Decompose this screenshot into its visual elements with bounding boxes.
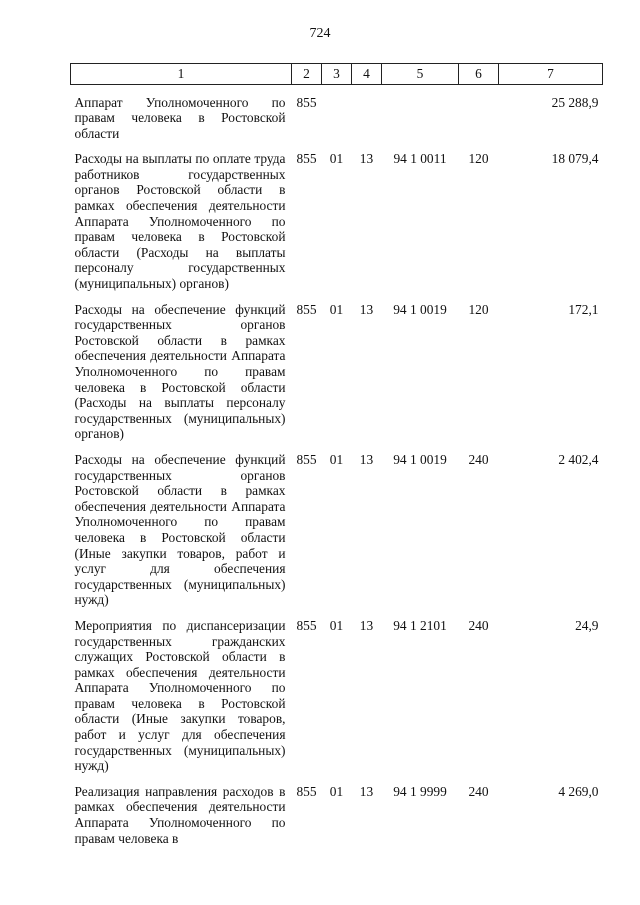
row-col-4: 13 [359, 617, 374, 633]
row-col-5: 94 1 0019 [393, 451, 447, 467]
row-col-3: 01 [329, 783, 344, 799]
row-col-6 [459, 95, 499, 152]
budget-table [70, 63, 603, 856]
row-col-3: 01 [329, 451, 344, 467]
row-col-4 [352, 95, 382, 152]
row-description: Мероприятия по диспансеризации государственных гражданских служащих Ростовской области в рамках обеспечения деятельности Аппарата Уполномоченного по правам человека в Ростовской области (Иные закупки товаров, работ и услуг для обеспечения государственных (муниципальных) нужд) [74, 617, 286, 774]
row-value: 2 402,4 [558, 451, 599, 467]
header-col-4: 4 [352, 64, 382, 85]
row-col-6: 240 [468, 617, 489, 633]
table-row [71, 618, 603, 784]
row-col-3 [322, 95, 352, 152]
row-col-5: 94 1 9999 [393, 783, 447, 799]
row-description: Аппарат Уполномоченного по правам человека в Ростовской области [74, 94, 286, 141]
row-col-6: 240 [468, 451, 489, 467]
row-value: 4 269,0 [558, 783, 599, 799]
row-description: Расходы на обеспечение функций государственных органов Ростовской области в рамках обеспечения деятельности Аппарата Уполномоченного по правам человека в Ростовской области (Иные закупки товаров, работ и услуг для обеспечения государственных (муниципальных) нужд) [74, 451, 286, 608]
row-description: Расходы на обеспечение функций государственных органов Ростовской области в рамках обеспечения деятельности Аппарата Уполномоченного по правам человека в Ростовской области (Расходы на выплаты персоналу государственных (муниципальных) органов) [74, 301, 286, 442]
header-col-1: 1 [71, 64, 292, 85]
page-number: 724 [309, 26, 331, 41]
row-col-2: 855 [296, 301, 317, 317]
row-value: 172,1 [568, 301, 599, 317]
table-row [71, 302, 603, 452]
row-description: Реализация направления расходов в рамках обеспечения деятельности Аппарата Уполномоченного по правам человека в [74, 783, 286, 846]
row-value: 25 288,9 [551, 94, 599, 110]
row-col-4: 13 [359, 783, 374, 799]
table-row [71, 784, 603, 856]
row-col-3: 01 [329, 301, 344, 317]
row-col-5: 94 1 0019 [393, 301, 447, 317]
row-col-5: 94 1 2101 [393, 617, 447, 633]
row-col-3: 01 [329, 151, 344, 167]
row-col-6: 120 [468, 301, 489, 317]
row-col-5: 94 1 0011 [393, 151, 447, 167]
row-col-2: 855 [296, 94, 317, 110]
row-col-4: 13 [359, 151, 374, 167]
row-col-6: 120 [468, 151, 489, 167]
row-col-3: 01 [329, 617, 344, 633]
table-header [71, 64, 603, 85]
row-value: 24,9 [575, 617, 599, 633]
header-col-5: 5 [382, 64, 459, 85]
row-col-2: 855 [296, 617, 317, 633]
row-description: Расходы на выплаты по оплате труда работников государственных органов Ростовской области в рамках обеспечения деятельности Аппарата Уполномоченного по правам человека в Ростовской области (Расходы на выплаты персоналу государственных (муниципальных) органов) [74, 151, 286, 292]
header-col-6: 6 [459, 64, 499, 85]
row-col-2: 855 [296, 151, 317, 167]
header-col-2: 2 [292, 64, 322, 85]
row-value: 18 079,4 [551, 151, 599, 167]
row-col-4: 13 [359, 451, 374, 467]
row-col-5 [382, 95, 459, 152]
header-col-7: 7 [499, 64, 603, 85]
table-row [71, 95, 603, 152]
row-col-4: 13 [359, 301, 374, 317]
row-col-2: 855 [296, 451, 317, 467]
row-col-2: 855 [296, 783, 317, 799]
row-col-6: 240 [468, 783, 489, 799]
header-col-3: 3 [322, 64, 352, 85]
table-row [71, 151, 603, 301]
table-row [71, 452, 603, 618]
